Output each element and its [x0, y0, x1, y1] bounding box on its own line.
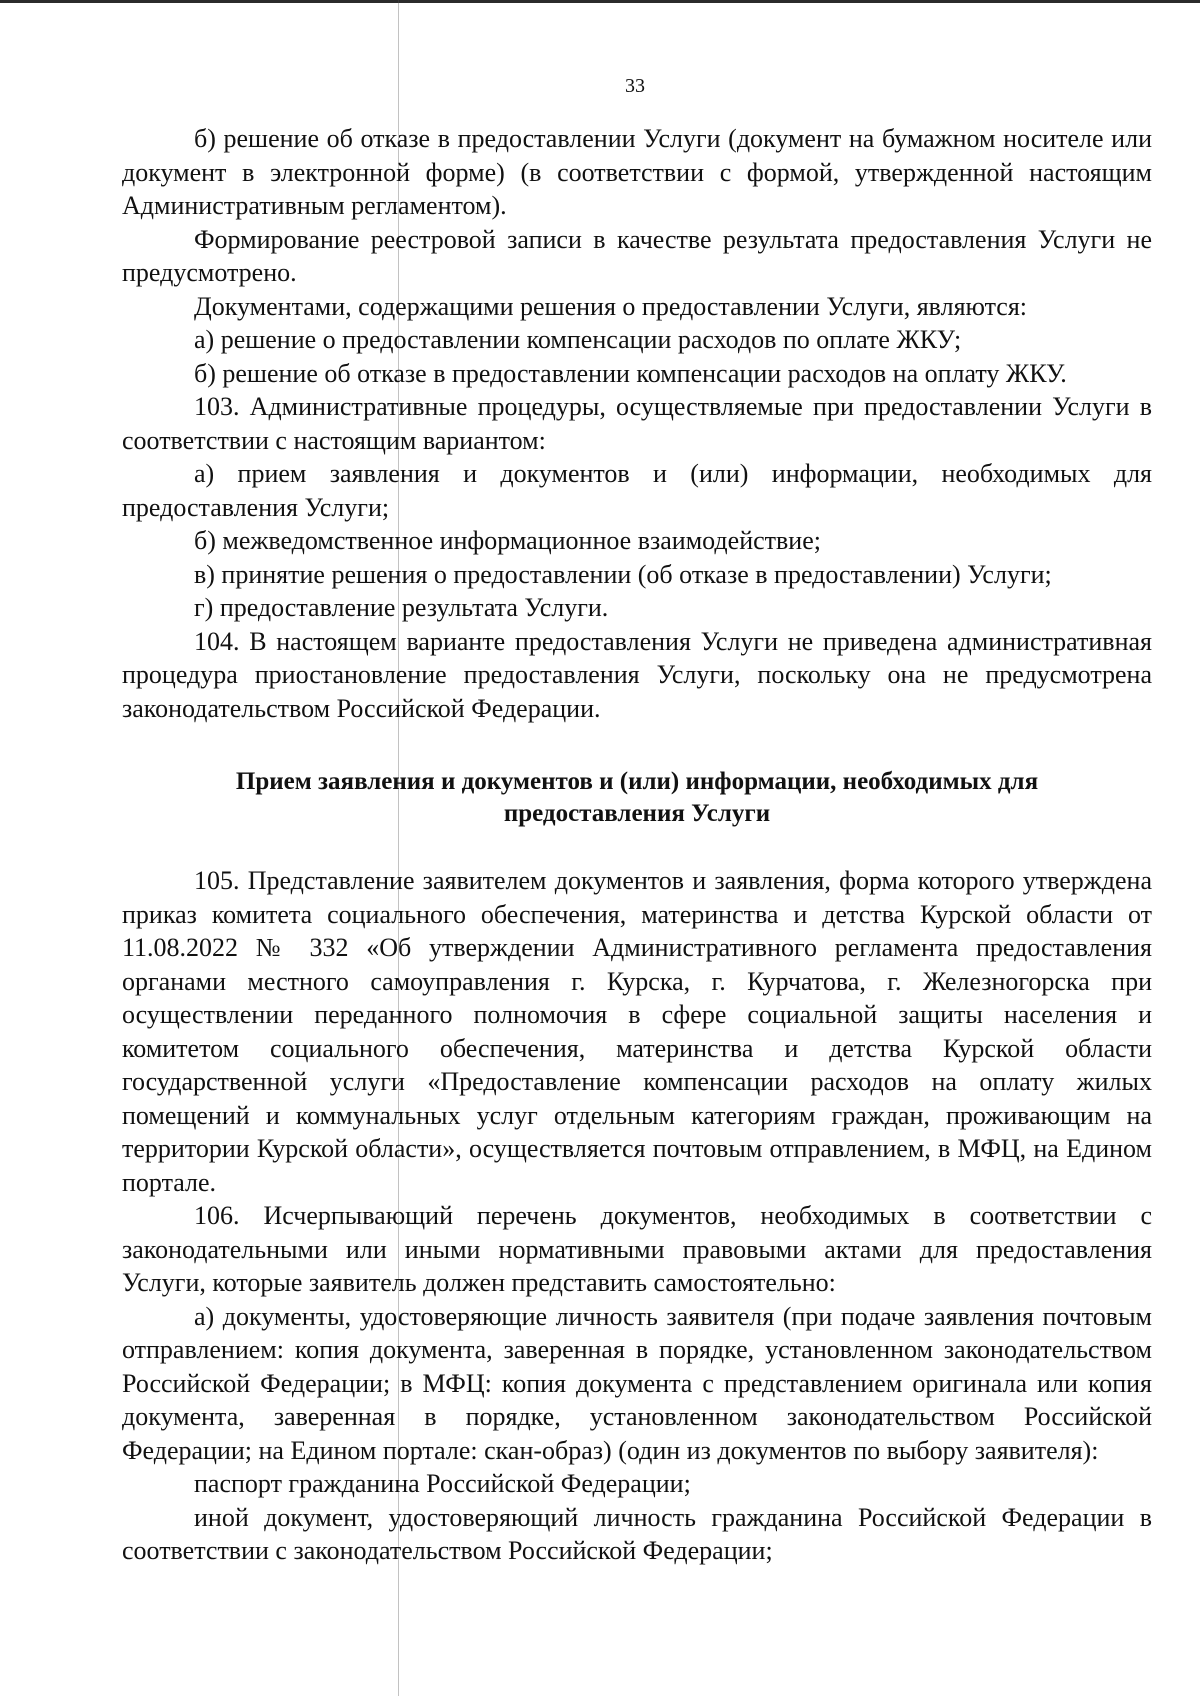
page-number: 33: [625, 75, 645, 97]
paragraph-106: 106. Исчерпывающий перечень документов, необходимых в соответствии с законодательными или иными нормативными правовыми актами для предоставления Услуги, которые заявитель должен представить самостоятельно:: [122, 1201, 1152, 1297]
document-body: [122, 122, 1152, 1568]
section-heading: [122, 766, 1152, 830]
paragraph-103-a: а) прием заявления и документов и (или) информации, необходимых для предоставления Услуги;: [122, 459, 1152, 522]
paragraph-decision-documents: Документами, содержащими решения о предоставлении Услуги, являются:: [194, 291, 1028, 321]
paragraph-104: 104. В настоящем варианте предоставления Услуги не приведена административная процедура приостановление предоставления Услуги, поскольку она не предусмотрена законодательством Российской Федерации.: [122, 626, 1152, 723]
paragraph-105: 105. Представление заявителем документов и заявления, форма которого утверждена приказ комитета социального обеспечения, материнства и детства Курской области от 11.08.2022 № 332 «Об утверждении Административного регламента предоставления органами местного самоуправления г. Курска, г. Курчатова, г. Железногорска при осуществлении переданного полномочия в сфере социальной защиты населения и комитетом социального обеспечения, материнства и детства Курской области государственной услуги «Предоставление компенсации расходов на оплату жилых помещений и коммунальных услуг отдельным категориям граждан, проживающим на территории Курской области», осуществляется почтовым отправлением, в МФЦ, на Едином портале.: [122, 866, 1152, 1197]
paragraph-passport: паспорт гражданина Российской Федерации;: [194, 1469, 691, 1498]
section-heading-line-2: предоставления Услуги: [503, 800, 771, 827]
paragraph-decision-grant: а) решение о предоставлении компенсации расходов по оплате ЖКУ;: [194, 325, 962, 354]
paragraph-103-g: г) предоставление результата Услуги.: [194, 593, 609, 622]
paragraph-registry-record: Формирование реестровой записи в качестве результата предоставления Услуги не предусмотрено.: [122, 224, 1152, 287]
paragraph-other-document: иной документ, удостоверяющий личность гражданина Российской Федерации в соответствии с законодательством Российской Федерации;: [122, 1502, 1152, 1565]
paragraph-decision-refusal: б) решение об отказе в предоставлении компенсации расходов на оплату ЖКУ.: [194, 358, 1067, 388]
paragraph-103: 103. Административные процедуры, осуществляемые при предоставлении Услуги в соответствии с настоящим вариантом:: [122, 392, 1152, 455]
top-border-line: [0, 0, 1200, 3]
paragraph-106-a: а) документы, удостоверяющие личность заявителя (при подаче заявления почтовым отправлением: копия документа, заверенная в порядке, установленном законодательством Российской Федерации; в МФЦ: копия документа с представлением оригинала или копия документа, заверенная в порядке, установленном законодательством Российской Федерации; на Едином портале: скан-образ) (один из документов по выбору заявителя):: [122, 1301, 1152, 1465]
paragraph-result-refusal: б) решение об отказе в предоставлении Услуги (документ на бумажном носителе или документ в электронной форме) (в соответствии с формой, утвержденной настоящим Административным регламентом).: [122, 124, 1152, 220]
section-heading-line-1: Прием заявления и документов и (или) информации, необходимых для: [235, 768, 1039, 795]
paragraph-103-v: в) принятие решения о предоставлении (об отказе в предоставлении) Услуги;: [194, 559, 1052, 589]
paragraph-103-b: б) межведомственное информационное взаимодействие;: [194, 526, 821, 555]
